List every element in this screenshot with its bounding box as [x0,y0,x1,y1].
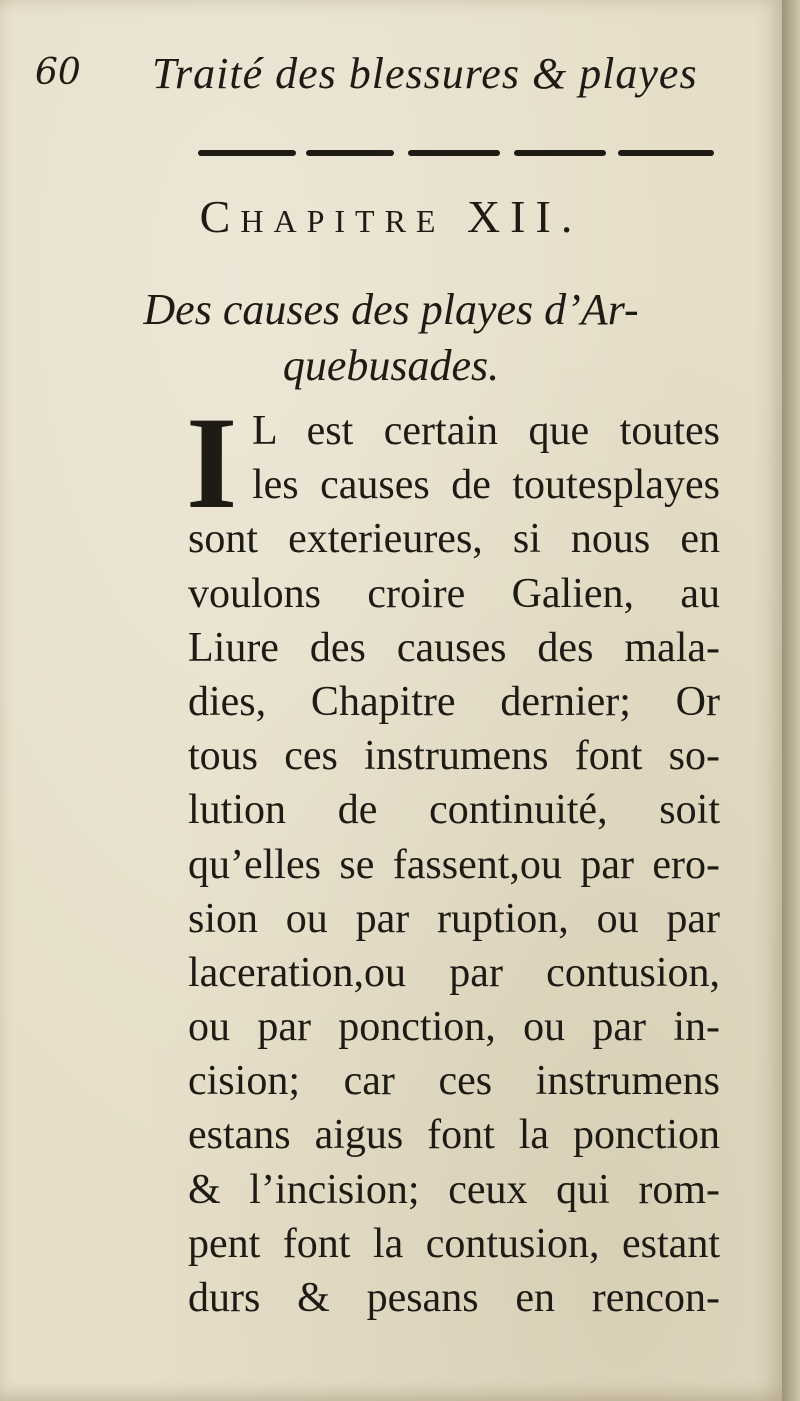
text-line: ou par ponction, ou par in- [188,1004,720,1051]
text-line: cision; car ces instrumens [188,1058,720,1105]
chapter-heading: Chapitre XII. [199,191,583,242]
page-number: 60 [35,52,81,93]
ornamental-rule [198,150,714,160]
drop-cap-letter: I [186,389,238,536]
text-line: lution de continuité, soit [188,787,720,834]
text-line: Liure des causes des mala- [188,624,720,671]
text-line: voulons croire Galien, au [188,570,720,617]
text-line: sion ou par ruption, ou par [188,895,720,942]
text-line: sont exterieures, si nous en [188,516,720,563]
text-line: estans aigus font la ponction [188,1112,720,1159]
chapter-title-line: quebusades. [282,341,500,390]
text-line: les causes de toutesplayes [252,462,720,509]
text-line: dies, Chapitre dernier; Or [188,678,720,725]
body-text [186,389,720,1325]
text-line: tous ces instrumens font so- [188,733,720,780]
text-line: laceration,ou par contusion, [188,949,720,996]
chapter-title [0,282,782,394]
text-line: durs & pesans en rencon- [188,1275,720,1321]
chapter-title-line: Des causes des playes d’Ar- [143,285,639,334]
text-line: pent font la contusion, estant [188,1220,720,1267]
running-head [0,40,782,110]
page-gutter [782,0,800,1401]
text-line: & l’incision; ceux qui rom- [188,1166,720,1213]
text-line: qu’elles se fassent,ou par ero- [188,841,720,888]
running-title: Traité des blessures & playes [152,49,698,98]
text-line: L est certain que toutes [252,408,720,454]
